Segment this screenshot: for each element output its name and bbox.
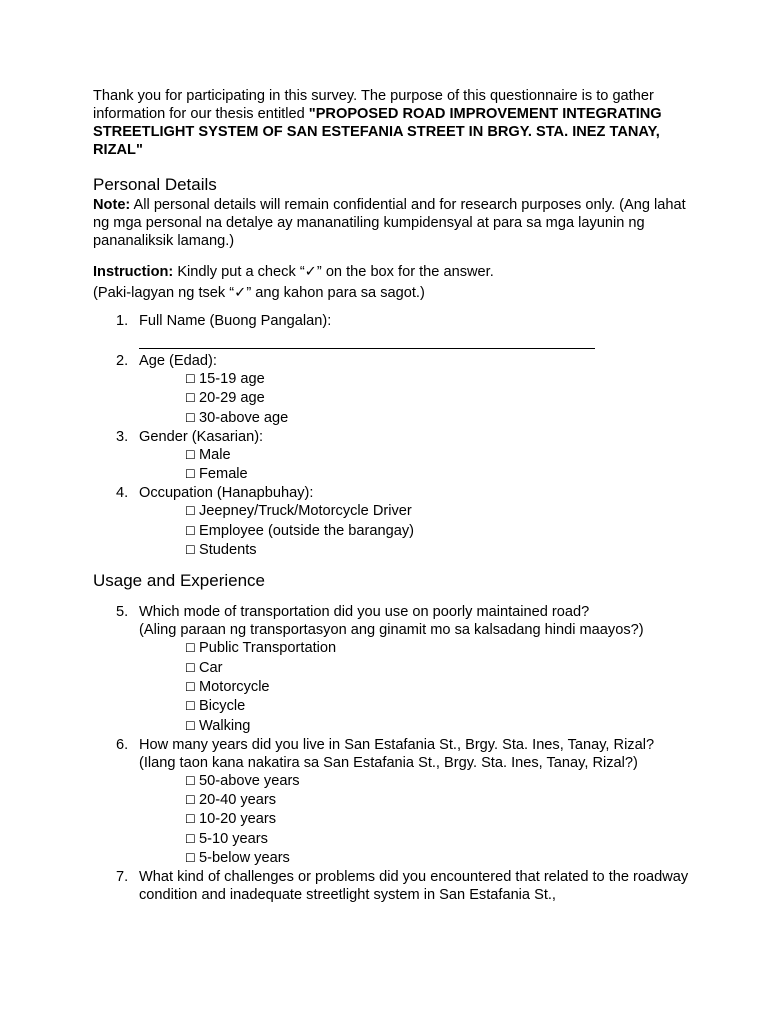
question-text: What kind of challenges or problems did you encountered that related to the roadway condition and inadequate streetlight system in San Estafania St., [139, 869, 689, 904]
checkbox-icon[interactable]: ☐ [185, 391, 196, 406]
option-item[interactable] [185, 541, 693, 560]
question-text: Which mode of transportation did you use on poorly maintained road? [139, 604, 590, 621]
option-label: Jeepney/Truck/Motorcycle Driver [199, 503, 412, 520]
option-label: Male [199, 446, 231, 463]
option-label: 5-10 years [199, 830, 268, 847]
option-item[interactable] [185, 502, 693, 521]
option-item[interactable] [185, 639, 693, 658]
question-6 [93, 736, 693, 868]
instruction-text-tagalog: (Paki-lagyan ng tsek “✓” ang kahon para sa sagot.) [93, 285, 425, 301]
checkbox-icon[interactable]: ☐ [185, 793, 196, 808]
option-label: Public Transportation [199, 640, 337, 657]
option-list [139, 370, 693, 428]
question-text: Full Name (Buong Pangalan): [139, 313, 332, 329]
checkbox-icon[interactable]: ☐ [185, 523, 196, 538]
option-list [139, 639, 693, 735]
question-text: How many years did you live in San Estafania St., Brgy. Sta. Ines, Tanay, Rizal? [139, 736, 655, 753]
option-item[interactable] [185, 370, 693, 389]
question-number: 7. [116, 869, 129, 886]
option-item[interactable] [185, 659, 693, 678]
personal-details-heading: Personal Details [93, 175, 217, 194]
checkbox-icon[interactable]: ☐ [185, 660, 196, 675]
question-number: 2. [116, 353, 129, 369]
question-1 [93, 312, 693, 349]
question-translation: (Aling paraan ng transportasyon ang ginamit mo sa kalsadang hindi maayos?) [139, 622, 644, 639]
note-text: All personal details will remain confidential and for research purposes only. (Ang lahat ng mga personal na detalye ay mananatiling kumpidensyal at para sa mga layunin ng pananaliksik lamang.) [93, 197, 686, 249]
option-label: 5-below years [199, 850, 290, 867]
option-list [139, 772, 693, 868]
checkbox-icon[interactable]: ☐ [185, 641, 196, 656]
option-label: Employee (outside the barangay) [199, 522, 414, 539]
question-translation: (Ilang taon kana nakatira sa San Estafania St., Brgy. Sta. Ines, Tanay, Rizal?) [139, 754, 638, 771]
option-item[interactable] [185, 830, 693, 849]
intro-paragraph [93, 87, 693, 159]
question-5 [93, 603, 693, 735]
option-item[interactable] [185, 409, 693, 428]
checkbox-icon[interactable]: ☐ [185, 773, 196, 788]
checkbox-icon[interactable]: ☐ [185, 812, 196, 827]
question-number: 6. [116, 736, 129, 753]
checkbox-icon[interactable]: ☐ [185, 699, 196, 714]
option-item[interactable] [185, 717, 693, 736]
question-number: 4. [116, 485, 129, 502]
note-paragraph [93, 196, 693, 250]
option-label: 20-40 years [199, 792, 277, 809]
usage-question-list [93, 603, 693, 904]
option-label: 30-above age [199, 409, 289, 426]
option-item[interactable] [185, 791, 693, 810]
option-item[interactable] [185, 389, 693, 408]
option-item[interactable] [185, 849, 693, 868]
option-label: Students [199, 542, 257, 559]
option-list [139, 446, 693, 485]
personal-question-list [93, 312, 693, 560]
survey-page [93, 87, 693, 904]
question-4 [93, 484, 693, 560]
thesis-title: "PROPOSED ROAD IMPROVEMENT INTEGRATING STREETLIGHT SYSTEM OF SAN ESTEFANIA STREET IN BRGY. STA. INEZ TANAY, RIZAL" [93, 106, 662, 158]
option-label: Walking [199, 717, 251, 734]
option-item[interactable] [185, 678, 693, 697]
checkbox-icon[interactable]: ☐ [185, 543, 196, 558]
option-label: Motorcycle [199, 678, 270, 695]
instruction-text: Kindly put a check “✓” on the box for the answer. [173, 264, 494, 280]
option-label: Bicycle [199, 698, 246, 715]
question-7 [93, 868, 693, 904]
question-3 [93, 428, 693, 485]
option-item[interactable] [185, 465, 693, 484]
checkbox-icon[interactable]: ☐ [185, 410, 196, 425]
option-label: 20-29 age [199, 390, 265, 407]
checkbox-icon[interactable]: ☐ [185, 851, 196, 866]
question-text: Occupation (Hanapbuhay): [139, 485, 314, 502]
option-label: 15-19 age [199, 371, 265, 387]
option-label: 10-20 years [199, 811, 277, 828]
question-text: Age (Edad): [139, 353, 217, 369]
option-item[interactable] [185, 772, 693, 791]
full-name-blank-line[interactable] [139, 330, 595, 349]
option-list [139, 502, 693, 560]
usage-experience-heading: Usage and Experience [93, 571, 266, 591]
option-item[interactable] [185, 522, 693, 541]
checkbox-icon[interactable]: ☐ [185, 831, 196, 846]
checkbox-icon[interactable]: ☐ [185, 504, 196, 519]
question-number: 3. [116, 428, 129, 445]
option-label: 50-above years [199, 772, 300, 789]
intro-text: Thank you for participating in this survey. The purpose of this questionnaire is to gather information for our thesis entitled [93, 88, 654, 122]
checkbox-icon[interactable]: ☐ [185, 679, 196, 694]
option-item[interactable] [185, 697, 693, 716]
note-label: Note: [93, 197, 131, 213]
option-item[interactable] [185, 810, 693, 829]
option-label: Car [199, 659, 223, 676]
question-text: Gender (Kasarian): [139, 428, 264, 445]
question-number: 1. [116, 313, 129, 329]
question-2 [93, 352, 693, 428]
option-label: Female [199, 466, 248, 483]
checkbox-icon[interactable]: ☐ [185, 372, 196, 386]
question-number: 5. [116, 604, 129, 621]
checkbox-icon[interactable]: ☐ [185, 467, 196, 482]
instruction-paragraph [93, 262, 693, 304]
option-item[interactable] [185, 446, 693, 465]
checkbox-icon[interactable]: ☐ [185, 718, 196, 733]
checkbox-icon[interactable]: ☐ [185, 447, 196, 462]
instruction-label: Instruction: [93, 264, 174, 280]
